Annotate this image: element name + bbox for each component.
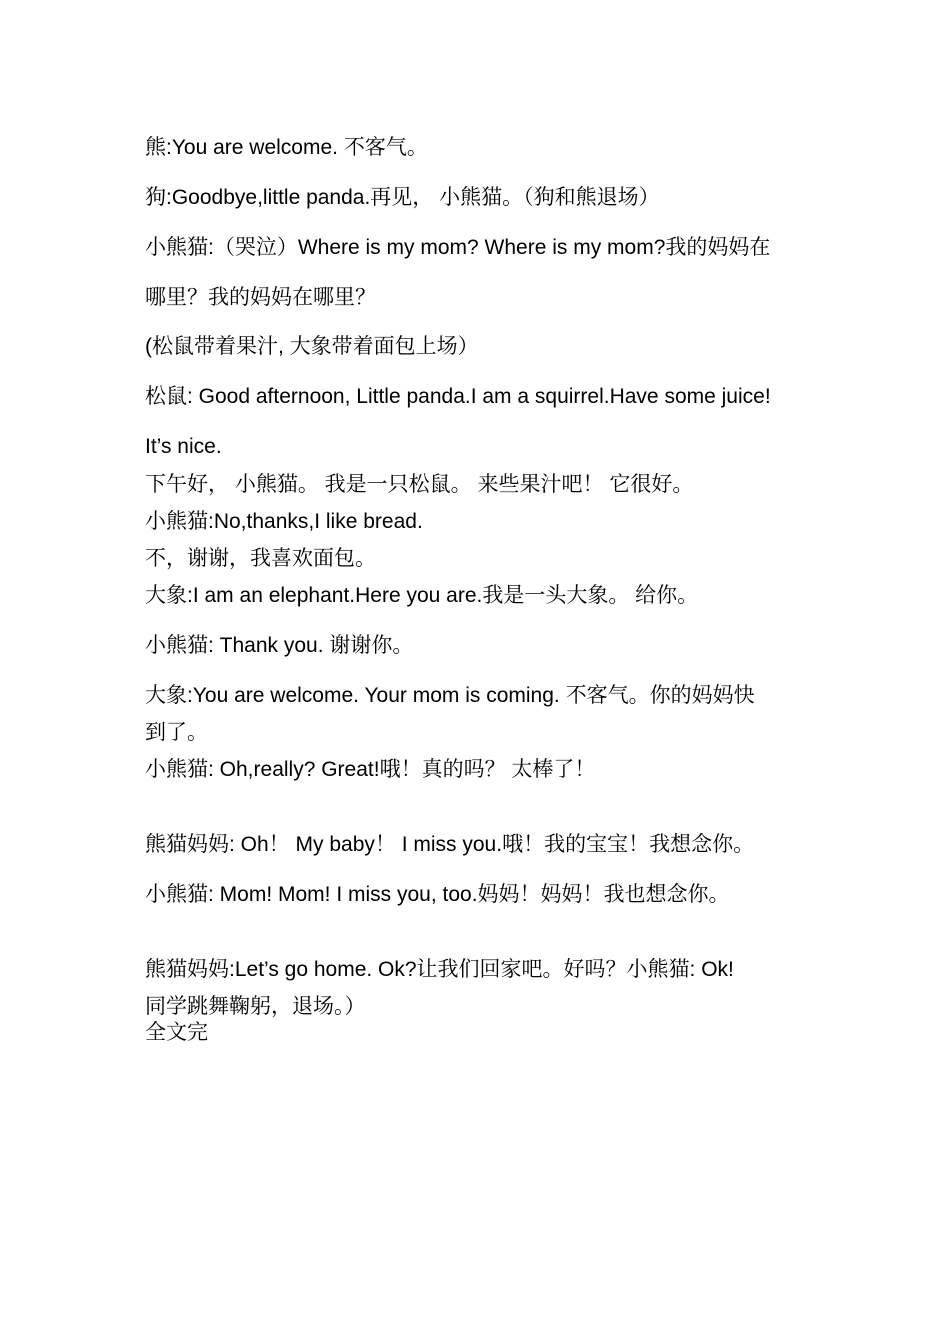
text-line: 小熊猫: Oh,really? Great!哦！真的吗？ 太棒了！ [145, 758, 596, 781]
text-line: 全文完 [145, 1021, 208, 1044]
text-line: 大象:I am an elephant.Here you are.我是一头大象。 给你。 [145, 584, 699, 607]
text-line: 狗:Goodbye,little panda.再见， 小熊猫。（狗和熊退场） [145, 186, 660, 209]
text-line: 熊猫妈妈: Oh！ My baby！ I miss you.哦！我的宝宝！我想念你。 [145, 833, 755, 856]
text-line: 不，谢谢，我喜欢面包。 [145, 547, 376, 570]
text-line: 松鼠: Good afternoon, Little panda.I am a squirrel.Have some juice! [145, 385, 771, 408]
text-line: 到了。 [145, 721, 208, 744]
text-line: 熊猫妈妈:Let’s go home. Ok?让我们回家吧。好吗？小熊猫: Ok! [145, 958, 734, 981]
text-line: It’s nice. [145, 435, 222, 458]
text-line: 同学跳舞鞠躬，退场。） [145, 995, 366, 1018]
text-line: 熊:You are welcome. 不客气。 [145, 136, 428, 159]
text-line: 哪里？我的妈妈在哪里？ [145, 286, 376, 309]
text-line: (松鼠带着果汁, 大象带着面包上场） [145, 335, 479, 358]
text-line: 小熊猫: Mom! Mom! I miss you, too.妈妈！妈妈！我也想念你。 [145, 883, 730, 906]
text-line: 大象:You are welcome. Your mom is coming. 不客气。你的妈妈快 [145, 684, 755, 707]
text-line: 下午好， 小熊猫。 我是一只松鼠。 来些果汁吧！ 它很好。 [145, 473, 694, 496]
text-line: 小熊猫:（哭泣）Where is my mom? Where is my mom?我的妈妈在 [145, 236, 771, 259]
text-line: 小熊猫:No,thanks,I like bread. [145, 510, 423, 533]
text-line: 小熊猫: Thank you. 谢谢你。 [145, 634, 414, 657]
